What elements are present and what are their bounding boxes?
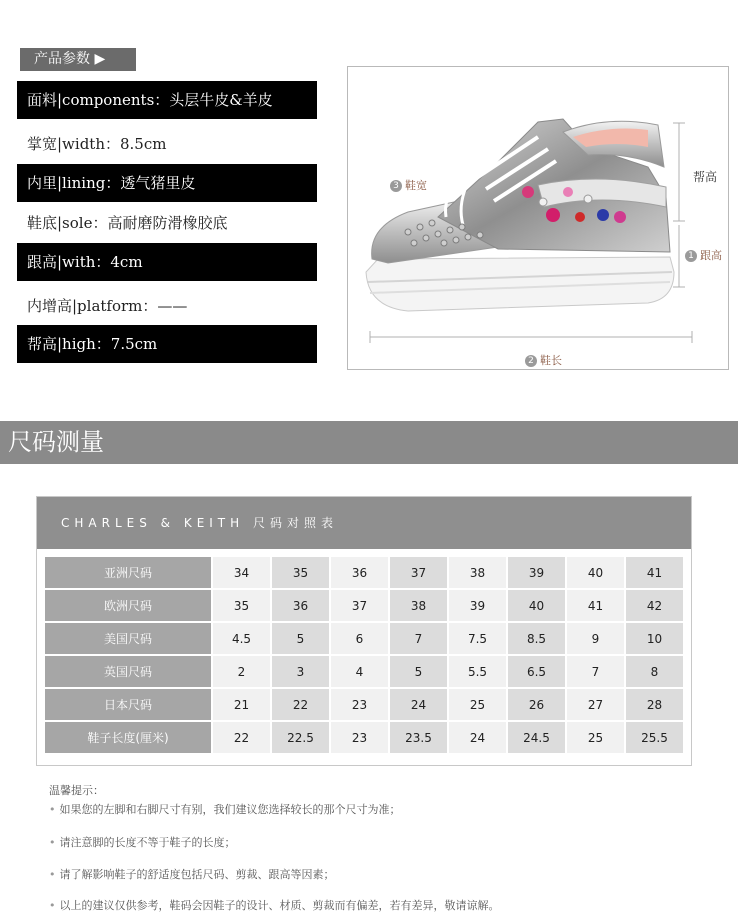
table-cell: 23 xyxy=(331,689,388,720)
tip-item xyxy=(49,834,236,850)
table-cell: 39 xyxy=(449,590,506,621)
row-label: 美国尺码 xyxy=(45,623,211,654)
table-cell: 41 xyxy=(567,590,624,621)
param-row: 鞋底|sole：高耐磨防滑橡胶底 xyxy=(17,204,317,242)
table-row xyxy=(45,656,683,687)
table-cell: 24 xyxy=(390,689,447,720)
table-cell: 5.5 xyxy=(449,656,506,687)
table-cell: 7.5 xyxy=(449,623,506,654)
width-dimension-label: 3 鞋宽 xyxy=(390,177,427,193)
table-row xyxy=(45,557,683,588)
table-cell: 41 xyxy=(626,557,683,588)
row-label: 鞋子长度(厘米) xyxy=(45,722,211,753)
table-cell: 25 xyxy=(449,689,506,720)
shoe-image xyxy=(348,67,728,369)
table-cell: 37 xyxy=(331,590,388,621)
table-cell: 36 xyxy=(331,557,388,588)
length-dimension-label: 2 鞋长 xyxy=(525,352,562,368)
tip-item xyxy=(49,866,335,882)
tip-item xyxy=(49,801,401,817)
param-row: 帮高|high：7.5cm xyxy=(17,325,317,363)
table-cell: 26 xyxy=(508,689,565,720)
table-cell: 6 xyxy=(331,623,388,654)
table-cell: 6.5 xyxy=(508,656,565,687)
table-row xyxy=(45,722,683,753)
table-cell: 4.5 xyxy=(213,623,270,654)
table-cell: 27 xyxy=(567,689,624,720)
table-cell: 7 xyxy=(567,656,624,687)
bullet-icon: • xyxy=(49,868,56,881)
row-label: 英国尺码 xyxy=(45,656,211,687)
table-cell: 38 xyxy=(390,590,447,621)
tip-item xyxy=(49,897,500,913)
table-cell: 35 xyxy=(213,590,270,621)
param-row: 跟高|with：4cm xyxy=(17,243,317,281)
table-cell: 24.5 xyxy=(508,722,565,753)
table-cell: 21 xyxy=(213,689,270,720)
table-cell: 10 xyxy=(626,623,683,654)
table-cell: 8 xyxy=(626,656,683,687)
tip-text: 如果您的左脚和右脚尺寸有别，我们建议您选择较长的那个尺寸为准； xyxy=(59,803,401,816)
heel-height-dimension-label: 1 跟高 xyxy=(685,247,722,263)
table-cell: 38 xyxy=(449,557,506,588)
table-cell: 40 xyxy=(508,590,565,621)
table-cell: 24 xyxy=(449,722,506,753)
size-chart xyxy=(36,496,692,766)
param-row: 内增高|platform：—— xyxy=(17,287,317,325)
table-row xyxy=(45,689,683,720)
bullet-icon: • xyxy=(49,836,56,849)
table-cell: 4 xyxy=(331,656,388,687)
table-cell: 7 xyxy=(390,623,447,654)
table-cell: 5 xyxy=(390,656,447,687)
table-cell: 5 xyxy=(272,623,329,654)
table-cell: 35 xyxy=(272,557,329,588)
size-measurement-section xyxy=(0,421,738,464)
param-row: 掌宽|width：8.5cm xyxy=(17,125,317,163)
table-cell: 2 xyxy=(213,656,270,687)
table-cell: 22.5 xyxy=(272,722,329,753)
table-cell: 9 xyxy=(567,623,624,654)
table-cell: 36 xyxy=(272,590,329,621)
table-cell: 42 xyxy=(626,590,683,621)
table-cell: 25 xyxy=(567,722,624,753)
table-cell: 39 xyxy=(508,557,565,588)
table-row xyxy=(45,623,683,654)
bullet-icon: • xyxy=(49,899,56,912)
bullet-icon: • xyxy=(49,803,56,816)
table-cell: 40 xyxy=(567,557,624,588)
row-label: 亚洲尺码 xyxy=(45,557,211,588)
param-row: 内里|lining：透气猪里皮 xyxy=(17,164,317,202)
table-cell: 23 xyxy=(331,722,388,753)
section-title: 尺码测量 xyxy=(8,428,104,456)
tip-text: 请注意脚的长度不等于鞋子的长度； xyxy=(59,836,236,849)
row-label: 欧洲尺码 xyxy=(45,590,211,621)
tips-title: 温馨提示： xyxy=(49,784,104,797)
table-row xyxy=(45,590,683,621)
table-cell: 28 xyxy=(626,689,683,720)
table-cell: 25.5 xyxy=(626,722,683,753)
table-cell: 37 xyxy=(390,557,447,588)
table-cell: 8.5 xyxy=(508,623,565,654)
upper-height-label: 帮高 xyxy=(693,170,718,184)
param-row: 面料|components：头层牛皮&羊皮 xyxy=(17,81,317,119)
table-cell: 23.5 xyxy=(390,722,447,753)
size-table xyxy=(43,555,685,755)
shoe-diagram xyxy=(347,66,729,370)
product-params-tag: 产品参数 ▶ xyxy=(20,48,136,71)
row-label: 日本尺码 xyxy=(45,689,211,720)
size-chart-header: CHARLES & KEITH 尺码对照表 xyxy=(37,497,691,549)
tip-text: 请了解影响鞋子的舒适度包括尺码、剪裁、跟高等因素； xyxy=(59,868,335,881)
table-cell: 34 xyxy=(213,557,270,588)
table-cell: 3 xyxy=(272,656,329,687)
tip-text: 以上的建议仅供参考，鞋码会因鞋子的设计、材质、剪裁而有偏差，若有差异，敬请谅解。 xyxy=(59,899,500,912)
table-cell: 22 xyxy=(272,689,329,720)
table-cell: 22 xyxy=(213,722,270,753)
